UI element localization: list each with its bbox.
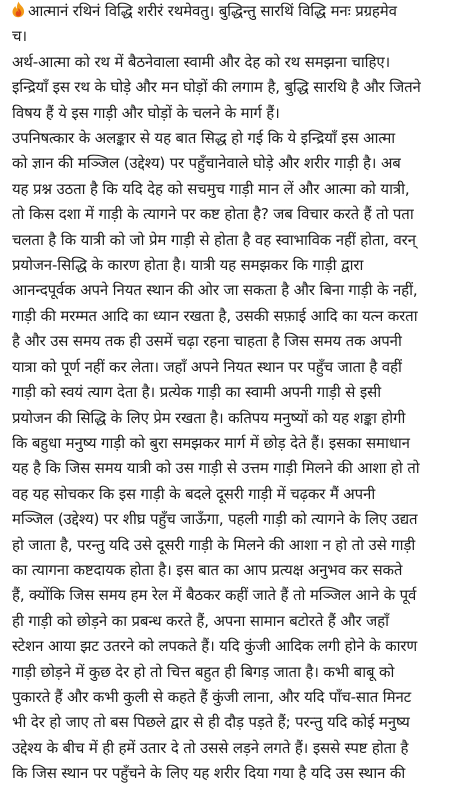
document-line-1 [12,0,461,24]
document-line-22: हो जाता है, परन्तु यदि उसे दूसरी गाड़ी के मिलने की आशा न हो तो उसे गाड़ी [12,535,416,554]
document-line-6: उपनिषत्कार के अलङ्कार से यह बात सिद्ध हो गई कि ये इन्द्रियाँ इस आत्मा [12,129,396,148]
document-line-23: का त्यागना कष्टदायक होता है। इस बात का आप प्रत्यक्ष अनुभव कर सकते [12,560,403,579]
document-line-20: वह यह सोचकर कि इस गाड़ी के बदले दूसरी गाड़ी में चढ़कर मैं अपनी [12,484,376,503]
document-line-5: विषय हैं ये इस गाड़ी और घोड़ों के चलने के मार्ग हैं। [12,103,280,122]
document-line-16: गाड़ी को स्वयं त्याग देता है। प्रत्येक गाड़ी का स्वामी अपनी गाड़ी से इसी [12,383,381,402]
line-text: आत्मानं रथिनं विद्धि शरीरं रथमेवतु। बुद्धिन्तु सारथिं विद्धि मनः प्रग्रहमेव [28,2,397,20]
document-line-26: स्टेशन आया झट उतरने को लपकते हैं। यदि कुंजी आदिक लगी होने के कारण [12,637,418,656]
document-line-13: गाड़ी की मरम्मत आदि का ध्यान रखता है, उसकी सफ़ाई आदि का यत्न करता [12,306,418,325]
document-line-4: इन्द्रियाँ इस रथ के घोड़े और मन घोड़ों की लगाम है, बुद्धि सारथि है और जितने [12,78,421,97]
document-line-24: हैं, क्योंकि जिस समय हम रेल में बैठकर कहीं जाते हैं तो मञ्जिल आने के पूर्व [12,586,417,605]
document-line-15: यात्रा को पूर्ण नहीं कर लेता। जहाँ अपने नियत स्थान पर पहुँच जाता है वहीं [12,357,402,376]
document-line-8: यह प्रश्न उठता है कि यदि देह को सचमुच गाड़ी मान लें और आत्मा को यात्री, [12,179,410,198]
document-line-31: कि जिस स्थान पर पहुँचने के लिए यह शरीर दिया गया है यदि उस स्थान की [12,764,406,783]
document-line-14: है और उस समय तक ही उसमें चढ़ा रहना चाहता है जिस समय तक अपनी [12,332,402,351]
document-line-10: चलता है कि यात्री को जो प्रेम गाड़ी से होता है वह स्वाभाविक नहीं होता, वरन् [12,230,416,249]
fire-icon [12,1,25,18]
document-line-9: तो किस दशा में गाड़ी के त्यागने पर कष्ट होता है? जब विचार करते हैं तो पता [12,205,414,224]
document-line-11: प्रयोजन-सिद्धि के कारण होता है। यात्री यह समझकर कि गाड़ी द्वारा [12,256,364,275]
document-line-17: प्रयोजन की सिद्धि के लिए प्रेम रखता है। कतिपय मनुष्यों को यह शङ्का होगी [12,408,406,427]
document-line-12: आनन्दपूर्वक अपने नियत स्थान की ओर जा सकता है और बिना गाड़ी के नहीं, [12,281,418,300]
document-line-28: पुकारते हैं और कभी कुली से कहते हैं कुंजी लाना, और यदि पाँच-सात मिनट [12,687,412,706]
document-line-29: भी देर हो जाए तो बस पिछले द्वार से ही दौड़ पड़ते हैं; परन्तु यदि कोई मनुष्य [12,713,410,732]
document-line-3: अर्थ-आत्मा को रथ में बैठनेवाला स्वामी और देह को रथ समझना चाहिए। [12,52,391,71]
document-line-21: मञ्जिल (उद्देश्य) पर शीघ्र पहुँच जाऊँगा, पहली गाड़ी को त्यागने के लिए उद्यत [12,510,418,529]
document-line-18: कि बहुधा मनुष्य गाड़ी को बुरा समझकर मार्ग में छोड़ देते हैं। इसका समाधान [12,433,410,452]
document-line-25: ही गाड़ी को छोड़ने का प्रबन्ध करते हैं, अपना सामान बटोरते हैं और जहाँ [12,611,389,630]
document-line-2: च। [12,27,27,46]
document-line-19: यह है कि जिस समय यात्री को उस गाड़ी से उत्तम गाड़ी मिलने की आशा हो तो [12,459,420,478]
document-line-30: उद्देश्य के बीच में ही हमें उतार दे तो उससे लड़ने लगते हैं। इससे स्पष्ट होता है [12,738,409,757]
document-line-27: गाड़ी छोड़ने में कुछ देर हो तो चित्त बहुत ही बिगड़ जाता है। कभी बाबू को [12,662,395,681]
document-line-7: को ज्ञान की मञ्जिल (उद्देश्य) पर पहुँचानेवाले घोड़े और शरीर गाड़ी है। अब [12,154,401,173]
